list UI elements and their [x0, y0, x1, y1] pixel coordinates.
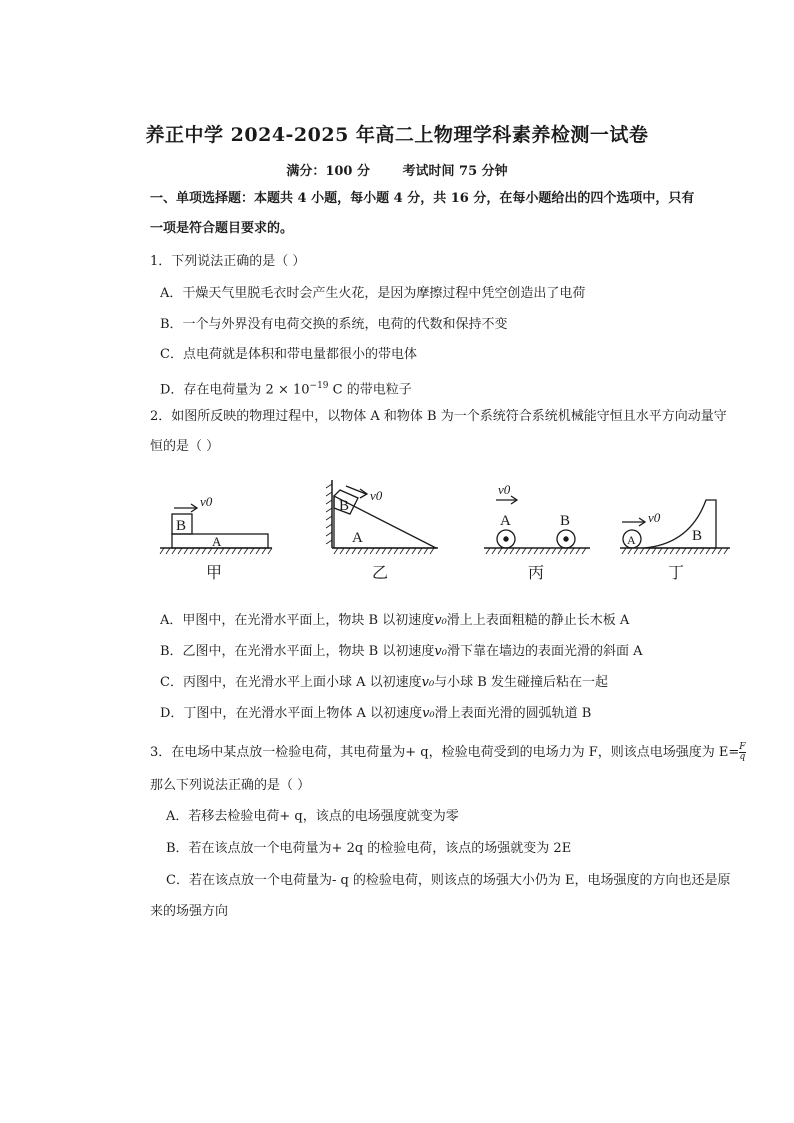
figure-jia — [160, 494, 272, 582]
field-formula-fraction — [739, 743, 745, 762]
figure-ding — [620, 500, 730, 582]
figure-yi — [326, 480, 438, 582]
q1-option-a: A．干燥天气里脱毛衣时会产生火花，是因为摩擦过程中凭空创造出了电荷 — [160, 286, 586, 301]
figure-bing-label-v0: v0 — [498, 482, 511, 497]
figure-jia-caption: 甲 — [206, 565, 223, 582]
figure-bing-label-a: A — [500, 513, 511, 529]
q2-option-b-post: 滑下靠在墙边的表面光滑的斜面 A — [446, 644, 643, 659]
q1-option-d-suffix: C 的带电粒子 — [328, 382, 412, 398]
q3-stem-text: 3．在电场中某点放一检验电荷，其电荷量为+ q，检验电荷受到的电场力为 F，则该点电场强度为 E= — [150, 745, 740, 760]
q2-stem-line2: 恒的是（ ） — [150, 439, 220, 454]
q3-stem-line1 — [150, 743, 750, 762]
exam-meta — [0, 160, 794, 179]
q1-option-d-exponent: −19 — [309, 381, 329, 391]
q3-option-a: A．若移去检验电荷+ q，该点的电场强度就变为零 — [166, 809, 459, 824]
q2-option-c — [160, 674, 760, 692]
figure-yi-caption: 乙 — [372, 565, 389, 582]
figure-jia-label-v0: v0 — [200, 494, 213, 509]
figure-bing — [484, 482, 590, 582]
q3-stem-line2: 那么下列说法正确的是（ ） — [150, 778, 311, 793]
q2-option-b-pre: B．乙图中，在光滑水平面上，物块 B 以初速度 — [160, 644, 435, 659]
q2-option-a — [160, 612, 760, 630]
v0-symbol: v₀ — [434, 613, 447, 628]
v0-symbol: v₀ — [434, 644, 447, 659]
figure-jia-label-a: A — [212, 534, 222, 549]
q1-option-d — [160, 377, 760, 399]
q1-stem: 1．下列说法正确的是（ ） — [150, 254, 306, 269]
exam-time: 考试时间 75 分钟 — [402, 164, 508, 179]
q1-option-b: B．一个与外界没有电荷交换的系统，电荷的代数和保持不变 — [160, 317, 508, 332]
q2-option-c-pre: C．丙图中，在光滑水平上面小球 A 以初速度 — [160, 675, 422, 690]
section1-heading-line2: 一项是符合题目要求的。 — [150, 221, 294, 236]
q1-option-d-prefix: D．存在电荷量为 2 × 10 — [160, 382, 310, 398]
section1-heading-line1: 一、单项选择题：本题共 4 小题，每小题 4 分，共 16 分，在每小题给出的四个选项中，只有 — [150, 191, 695, 206]
q2-figure — [150, 470, 750, 590]
figure-jia-label-b: B — [176, 518, 187, 534]
exam-title: 养正中学 2024-2025 年高二上物理学科素养检测一试卷 — [145, 124, 649, 146]
figure-ding-label-v0: v0 — [648, 510, 661, 525]
figure-ding-label-a: A — [627, 533, 636, 547]
figure-bing-caption: 丙 — [528, 565, 545, 582]
q3-option-c-line1: C．若在该点放一个电荷量为- q 的检验电荷，则该点的场强大小仍为 E，电场强度的方向也还是原 — [166, 873, 731, 888]
figure-bing-label-b: B — [560, 513, 571, 529]
q1-option-c: C．点电荷就是体积和带电量都很小的带电体 — [160, 347, 417, 362]
q2-option-d — [160, 705, 760, 723]
fraction-denominator: q — [739, 752, 746, 762]
figure-yi-label-a: A — [352, 530, 363, 546]
full-score: 满分：100 分 — [286, 164, 370, 179]
q2-option-a-post: 滑上上表面粗糙的静止长木板 A — [446, 613, 630, 628]
fraction-numerator: F — [739, 742, 746, 752]
q3-option-b: B．若在该点放一个电荷量为+ 2q 的检验电荷，该点的场强就变为 2E — [166, 841, 572, 856]
q2-option-d-pre: D．丁图中，在光滑水平面上物体 A 以初速度 — [160, 706, 423, 721]
q2-stem-line1: 2．如图所反映的物理过程中，以物体 A 和物体 B 为一个系统符合系统机械能守恒且水平方向动量守 — [150, 409, 727, 424]
figure-yi-label-b: B — [339, 498, 350, 514]
q2-option-a-pre: A．甲图中，在光滑水平面上，物块 B 以初速度 — [160, 613, 435, 628]
q2-option-b — [160, 643, 760, 661]
figure-ding-caption: 丁 — [668, 565, 685, 582]
figure-yi-label-v0: v0 — [370, 488, 383, 503]
figure-ding-label-b: B — [692, 528, 703, 544]
v0-symbol: v₀ — [421, 675, 435, 690]
v0-symbol: v₀ — [422, 706, 435, 721]
q2-option-d-post: 滑上表面光滑的圆弧轨道 B — [434, 706, 592, 721]
q2-option-c-post: 与小球 B 发生碰撞后粘在一起 — [434, 675, 608, 690]
q3-option-c-line2: 来的场强方向 — [150, 904, 229, 919]
